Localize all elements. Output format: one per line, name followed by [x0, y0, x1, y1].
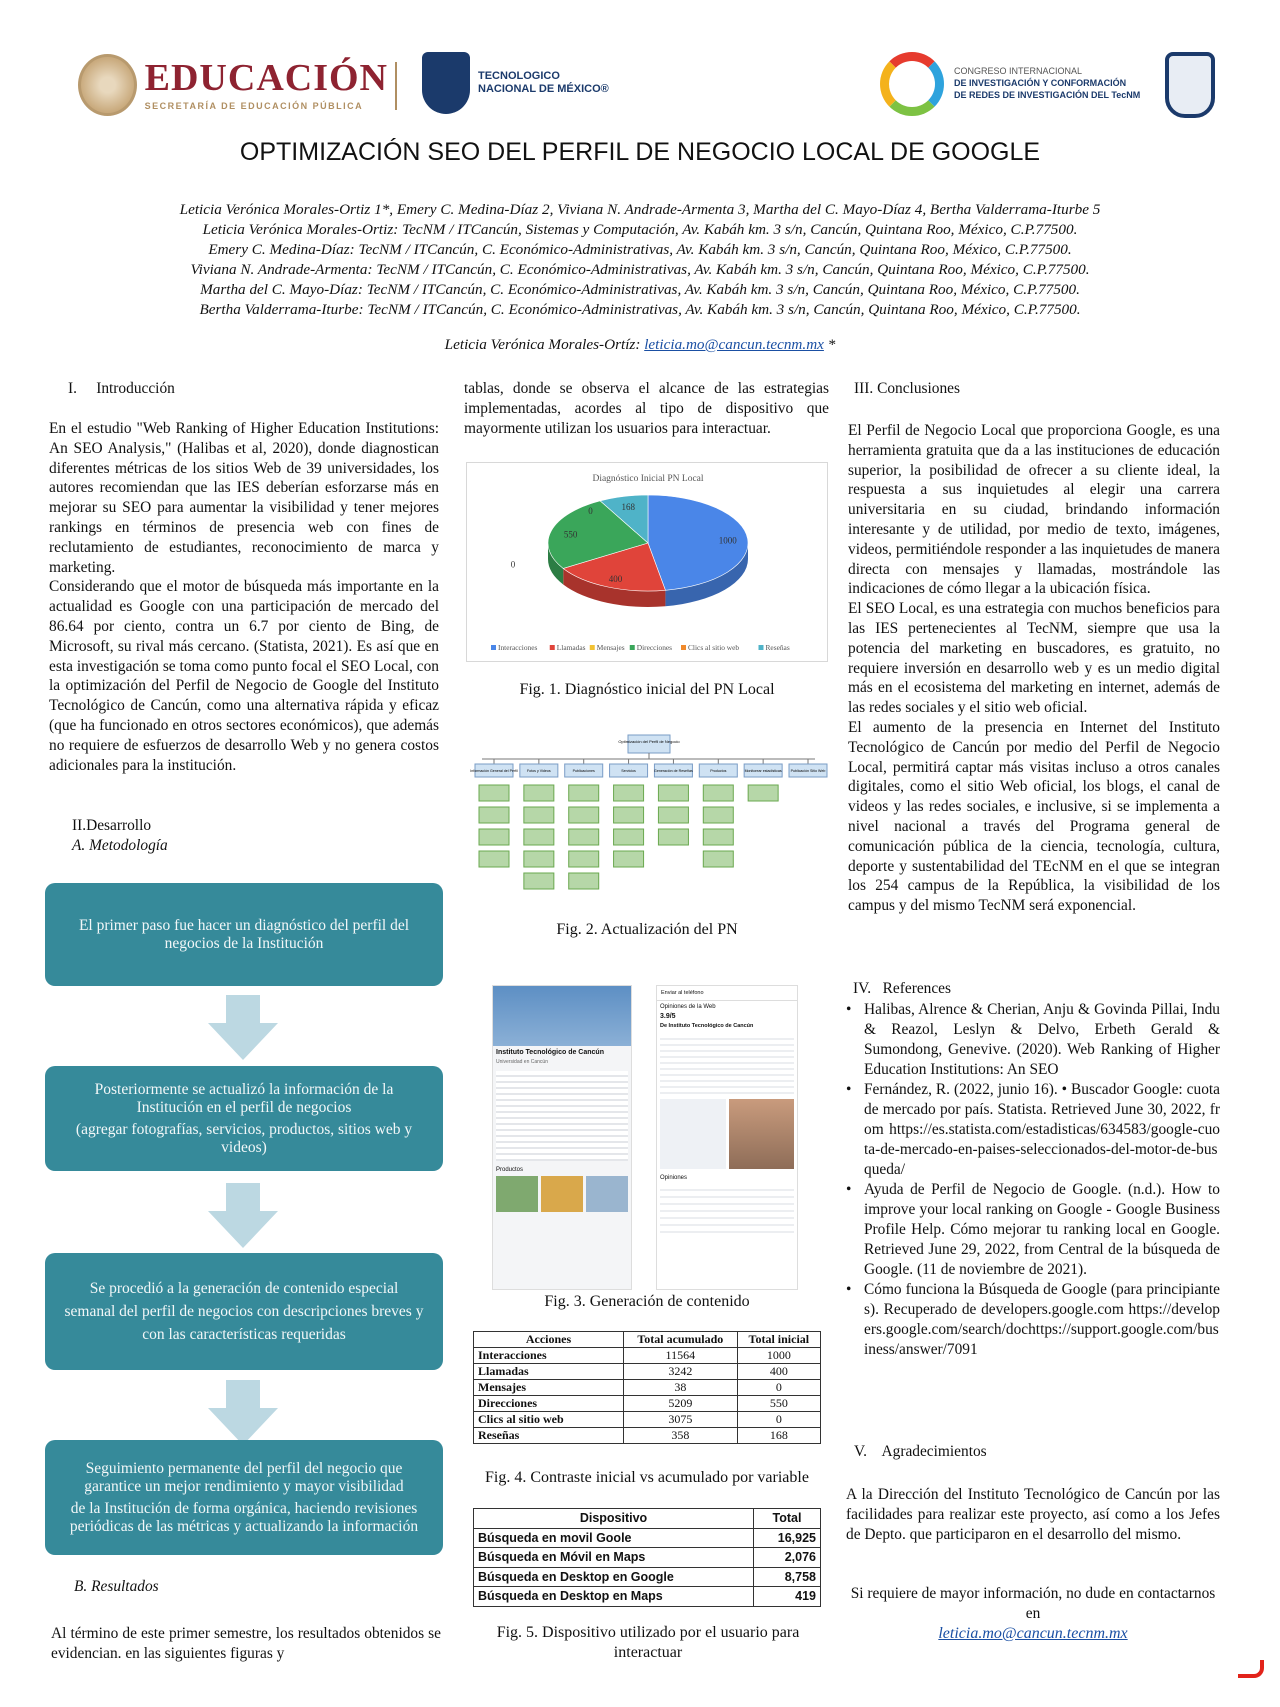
chart-title: Diagnóstico Inicial PN Local — [592, 474, 704, 484]
org-leaf-node — [614, 807, 644, 823]
initial-cell: 0 — [737, 1380, 820, 1396]
actions-table-row — [474, 1412, 821, 1428]
method-step-3 — [45, 1253, 443, 1370]
affiliation-5: Bertha Valderrama-Iturbe: TecNM / ITCancún, C. Económico-Administrativas, Av. Kabáh km. 3 s/n, Cancún, Quintana Roo, México, C.P.77500. — [199, 301, 1081, 318]
intro-paragraph-2: Considerando que el motor de búsqueda más importante en la actualidad es Google con una participación de mercado del 86.64 por ciento, contra un 6.7 por ciento de Bing, de Microsoft, su rival más cercano. (Statista, 2021). Es así que en esta investigación se toma como punto focal el SEO Local, con la optimización del Perfil de Negocio de Google del Instituto Tecnológico de Cancún, como una alternativa rápida y eficaz (que ha funcionado en otros sectores económicos), que además no requiere de esfuerzos de desarrollo Web y no genera costos adicionales para la institución. — [49, 578, 439, 774]
org-branch-label: Monitorear estadísticas — [744, 769, 782, 773]
org-branch-label: Servicios — [621, 769, 636, 773]
tecnm-emblem-icon — [422, 52, 470, 114]
author-block — [100, 200, 1180, 320]
profile-subtitle: Universidad en Cancún — [496, 1059, 548, 1065]
conclusiones-paragraph-2: El SEO Local, es una estrategia con muchos beneficios para las IES pertenecientes al TecNM, siempre que usa la potencia del marketing en buscadores, es gratuito, no requiere inversión en desarrollo web y es un medio digital más en el ecosistema del marketing en internet, además de las redes sociales y el sitio web oficial. — [848, 600, 1220, 717]
pie-data-label: 0 — [588, 505, 593, 516]
pie-data-label: 400 — [608, 574, 623, 585]
product-thumbnail — [496, 1176, 538, 1212]
org-leaf-node — [524, 829, 554, 845]
poster-title: OPTIMIZACIÓN SEO DEL PERFIL DE NEGOCIO LOCAL DE GOOGLE — [239, 138, 1041, 166]
legend-swatch — [759, 645, 764, 650]
figure-3-caption: Fig. 3. Generación de contenido — [544, 1293, 750, 1310]
actions-table — [473, 1331, 821, 1444]
congreso-line-2: DE INVESTIGACIÓN Y CONFORMACIÓN — [954, 78, 1127, 89]
org-chart-figure — [470, 733, 832, 918]
org-leaf-node — [479, 851, 509, 867]
contact-block — [846, 1584, 1220, 1644]
down-arrow-icon — [208, 1183, 278, 1248]
org-root-label: Optimización del Perfil de Negocio — [618, 739, 680, 744]
opinions-label: Opiniones — [660, 1175, 688, 1181]
action-name-cell: Mensajes — [474, 1380, 624, 1396]
org-branch-label: Información General del Perfil — [470, 769, 518, 773]
device-header: Dispositivo — [474, 1509, 754, 1529]
products-label: Productos — [496, 1167, 524, 1173]
action-name-cell: Reseñas — [474, 1428, 624, 1444]
congreso-line-1: CONGRESO INTERNACIONAL — [954, 66, 1083, 77]
org-leaf-node — [748, 785, 778, 801]
reviews-screenshot — [656, 985, 798, 1290]
corresponding-author — [100, 336, 1180, 354]
resultados-text: Al término de este primer semestre, los resultados obtenidos se evidencian. en las siguientes figuras y — [51, 1625, 441, 1662]
figure-1-caption: Fig. 1. Diagnóstico inicial del PN Local — [519, 681, 775, 698]
actions-table-row — [474, 1380, 821, 1396]
method-step-4-note: de la Institución de forma orgánica, haciendo revisiones periódicas de las métricas y actualizando la información — [69, 1499, 419, 1535]
conclusiones-text — [848, 421, 1220, 916]
legend-swatch — [491, 645, 496, 650]
corresponding-mark: * — [823, 336, 836, 353]
tecnm-logo — [422, 52, 609, 114]
org-leaf-node — [569, 829, 599, 845]
down-arrow-icon — [208, 1380, 278, 1445]
educacion-wordmark: EDUCACIÓN — [144, 57, 388, 99]
actions-table-row — [474, 1348, 821, 1364]
corresponding-name: Leticia Verónica Morales-Ortíz: — [444, 336, 645, 353]
agradecimientos-text: A la Dirección del Instituto Tecnológico de Cancún por las facilidades para realizar este proyecto, así como a los Jefes de Depto. que participaron en el desarrollo del mismo. — [846, 1486, 1220, 1543]
accumulated-cell: 38 — [624, 1380, 738, 1396]
pie-data-label: 1000 — [718, 535, 737, 546]
congreso-line-3: DE REDES DE INVESTIGACIÓN DEL TecNM — [954, 89, 1141, 100]
method-step-4 — [45, 1440, 443, 1555]
org-leaf-node — [703, 851, 733, 867]
opinions-list — [660, 1184, 794, 1234]
legend-swatch — [681, 645, 686, 650]
initial-header: Total inicial — [737, 1332, 820, 1348]
pie-data-label: 550 — [563, 529, 578, 540]
org-branch-label: Productos — [710, 769, 727, 773]
org-leaf-node — [569, 851, 599, 867]
sep-subtitle: SECRETARÍA DE EDUCACIÓN PÚBLICA — [144, 101, 364, 111]
intro-heading: I. Introducción — [68, 380, 175, 397]
device-total-cell: 419 — [754, 1587, 821, 1607]
pie-chart-figure — [466, 462, 828, 662]
contact-text: Si requiere de mayor información, no dude en contactarnos en — [850, 1585, 1216, 1622]
org-leaf-node — [703, 785, 733, 801]
initial-cell: 550 — [737, 1396, 820, 1412]
org-leaf-node — [524, 873, 554, 889]
legend-label: Direcciones — [636, 643, 673, 652]
device-name-cell: Búsqueda en Desktop en Google — [474, 1567, 754, 1587]
method-step-1 — [45, 883, 443, 986]
legend-swatch — [550, 645, 555, 650]
initial-cell: 168 — [737, 1428, 820, 1444]
org-leaf-node — [569, 873, 599, 889]
conclusiones-paragraph-1: El Perfil de Negocio Local que proporciona Google, es una herramienta gratuita que da a las instituciones de educación superior, la posibilidad de ofrecer a su cliente ideal, la respuesta a sus inquietudes al elegir una carrera universitaria en su ciudad, brindando información interesante y de utilidad, por medio de texto, imágenes, videos, permitiéndole responder a las inquietudes de manera directa con mensajes y llamadas, mostrándole las indicaciones de cómo llegar a la ubicación física. — [848, 422, 1220, 598]
desarrollo-heading: II.Desarrollo — [72, 817, 152, 834]
figure-4-caption: Fig. 4. Contraste inicial vs acumulado por variable — [485, 1469, 809, 1486]
legend-label: Clics al sitio web — [688, 643, 740, 652]
pie-data-label: 0 — [510, 559, 516, 570]
org-leaf-node — [524, 851, 554, 867]
tecnm-line-1: TECNOLOGICO — [478, 69, 560, 82]
resultados-heading: B. Resultados — [74, 1578, 159, 1595]
accumulated-cell: 3242 — [624, 1364, 738, 1380]
org-branch-label: Publicaciones — [572, 769, 595, 773]
figure-2-caption: Fig. 2. Actualización del PN — [556, 921, 738, 938]
accumulated-header: Total acumulado — [624, 1332, 738, 1348]
congreso-ring-icon — [880, 52, 944, 116]
action-name-cell: Direcciones — [474, 1396, 624, 1412]
device-table-row — [474, 1528, 821, 1548]
device-total-cell: 8,758 — [754, 1567, 821, 1587]
legend-label: Reseñas — [765, 643, 790, 652]
action-name-cell: Clics al sitio web — [474, 1412, 624, 1428]
legend-label: Llamadas — [556, 643, 586, 652]
affiliation-3: Viviana N. Andrade-Armenta: TecNM / ITCancún, C. Económico-Administrativas, Av. Kabáh km. 3 s/n, Cancún, Quintana Roo, México, C.P.77500. — [190, 261, 1090, 278]
mexico-seal-icon — [78, 54, 137, 116]
agradecimientos-heading: V. Agradecimientos — [854, 1443, 987, 1460]
business-profile-screenshot — [492, 985, 632, 1290]
device-total-cell: 2,076 — [754, 1548, 821, 1568]
tecnm-line-2: NACIONAL DE MÉXICO® — [478, 83, 609, 95]
action-name-cell: Interacciones — [474, 1348, 624, 1364]
pie-chart — [467, 463, 829, 663]
method-step-2-note: (agregar fotografías, servicios, productos, sitios web y videos) — [75, 1120, 413, 1156]
post-card — [660, 1099, 726, 1169]
conclusiones-heading: III. Conclusiones — [854, 380, 961, 397]
web-opinions-title: Opiniones de la Web — [660, 1004, 716, 1010]
corresponding-email-link[interactable]: leticia.mo@cancun.tecnm.mx — [644, 336, 824, 353]
accumulated-cell: 358 — [624, 1428, 738, 1444]
figure-5-caption: Fig. 5. Dispositivo utilizado por el usuario para interactuar — [496, 1624, 800, 1661]
org-leaf-node — [614, 785, 644, 801]
method-step-2-text: Posteriormente se actualizó la información de la Institución en el perfil de negocios — [94, 1080, 394, 1116]
reference-item: • Cómo funciona la Búsqueda de Google (para principiantes). Recuperado de developers.google.com https://developers.google.com/search/dochttps://support.google.com/business/answer/7091 — [846, 1280, 1220, 1360]
review-source: De Instituto Tecnológico de Cancún — [660, 1023, 754, 1029]
product-thumbnail — [541, 1176, 583, 1212]
actions-table-row — [474, 1428, 821, 1444]
resultados-continued: tablas, donde se observa el alcance de las estrategias implementadas, acordes al tipo de dispositivo que mayormente utilizan los usuarios para interactuar. — [464, 380, 829, 437]
web-rating: 3.9/5 — [660, 1013, 676, 1020]
references-list — [846, 1000, 1220, 1360]
device-table-row — [474, 1548, 821, 1568]
legend-swatch — [590, 645, 595, 650]
accumulated-cell: 3075 — [624, 1412, 738, 1428]
itc-shield-icon — [1165, 52, 1215, 118]
actions-header: Acciones — [474, 1332, 624, 1348]
org-leaf-node — [658, 829, 688, 845]
initial-cell: 0 — [737, 1412, 820, 1428]
metodologia-heading: A. Metodología — [72, 837, 168, 854]
campus-photo — [493, 986, 631, 1046]
org-leaf-node — [524, 785, 554, 801]
conclusiones-paragraph-3: El aumento de la presencia en Internet del Instituto Tecnológico de Cancún por medio del Perfil de Negocio Local, permitirá captar más visitas incluso a otros canales digitales, como el sitio Web oficial, los blogs, el canal de videos y las redes sociales, e inclusive, si se implementa a nivel nacional a través del Programa general de comunicación pública de la ciencia, tecnología, cultura, deporte y sustentabilidad del TEcNM en el que se integran los 254 campus de la República, la visibilidad de los campus y del mismo TecNM será exponencial. — [848, 718, 1220, 915]
profile-title: Instituto Tecnológico de Cancún — [496, 1049, 604, 1056]
educacion-logo — [78, 55, 388, 115]
method-step-4-text: Seguimiento permanente del perfil del negocio que garantice un mejor rendimiento y mayor visibilidad — [84, 1459, 404, 1495]
review-text — [660, 1034, 794, 1094]
congreso-logo — [880, 52, 1140, 116]
method-step-2 — [45, 1066, 443, 1171]
affiliation-1: Leticia Verónica Morales-Ortiz: TecNM / ITCancún, Sistemas y Computación, Av. Kabáh km. 3 s/n, Cancún, Quintana Roo, México, C.P.77500. — [202, 221, 1078, 238]
product-thumbnail — [586, 1176, 628, 1212]
org-root-node — [628, 735, 670, 753]
org-leaf-node — [524, 807, 554, 823]
legend-label: Mensajes — [596, 643, 625, 652]
org-leaf-node — [703, 829, 733, 845]
org-leaf-node — [569, 807, 599, 823]
author-list: Leticia Verónica Morales-Ortiz 1*, Emery C. Medina-Díaz 2, Viviana N. Andrade-Armenta 3, Martha del C. Mayo-Díaz 4, Bertha Valderrama-Iturbe 5 — [179, 201, 1101, 218]
org-leaf-node — [614, 851, 644, 867]
accumulated-cell: 11564 — [624, 1348, 738, 1364]
affiliation-4: Martha del C. Mayo-Díaz: TecNM / ITCancún, C. Económico-Administrativas, Av. Kabáh km. 3 s/n, Cancún, Quintana Roo, México, C.P.77500. — [200, 281, 1080, 298]
org-branch-label: Fotos y Videos — [526, 769, 551, 773]
actions-table-row — [474, 1396, 821, 1412]
device-total-cell: 16,925 — [754, 1528, 821, 1548]
total-header: Total — [754, 1509, 821, 1529]
org-leaf-node — [479, 807, 509, 823]
org-leaf-node — [658, 785, 688, 801]
profile-details — [496, 1071, 628, 1161]
device-table-row — [474, 1567, 821, 1587]
intro-text — [49, 419, 439, 775]
actions-table-row — [474, 1364, 821, 1380]
reference-item: • Fernández, R. (2022, junio 16). • Buscador Google: cuota de mercado por país. Statista. Retrieved June 30, 2022, from https://es.statista.com/estadisticas/634583/google-cuota-de-mercado-en-paises-seleccionados-del-motor-de-busqueda/ — [846, 1080, 1220, 1180]
org-branch-label: Publicación Sitio Web — [790, 769, 826, 773]
device-name-cell: Búsqueda en Móvil en Maps — [474, 1548, 754, 1568]
org-leaf-node — [569, 785, 599, 801]
org-leaf-node — [614, 829, 644, 845]
logo-divider — [395, 62, 397, 110]
reference-item: • Ayuda de Perfil de Negocio de Google. (n.d.). How to improve your local ranking on Google - Google Business Profile Help. Cómo mejorar tu ranking local en Google. Retrieved June 29, 2022, from Central de la búsqueda de Google. (11 de noviembre de 2021). — [846, 1180, 1220, 1280]
send-to-phone-label: Enviar al teléfono — [657, 986, 797, 1001]
references-heading: IV. References — [853, 980, 952, 997]
contact-email-link[interactable]: leticia.mo@cancun.tecnm.mx — [938, 1625, 1128, 1642]
org-leaf-node — [479, 829, 509, 845]
org-leaf-node — [658, 807, 688, 823]
accumulated-cell: 5209 — [624, 1396, 738, 1412]
corner-mark-icon — [1238, 1660, 1264, 1678]
post-photo — [729, 1099, 795, 1169]
org-branch-label: Generación de Reseñas — [654, 769, 693, 773]
org-leaf-node — [703, 807, 733, 823]
action-name-cell: Llamadas — [474, 1364, 624, 1380]
legend-swatch — [630, 645, 635, 650]
legend-label: Interacciones — [498, 643, 538, 652]
device-name-cell: Búsqueda en movil Goole — [474, 1528, 754, 1548]
intro-paragraph-1: En el estudio "Web Ranking of Higher Education Institutions: An SEO Analysis," (Halibas et al, 2020), donde diagnostican diferentes métricas de los sitios Web de 39 universidades, los autores recomiendan que las IES deberían esforzarse más en mejorar su SEO para aumentar la visibilidad y tener mejores rankings en términos de presencia web con fines de reclutamiento de estudiantes, reconocimiento de marca y marketing. — [49, 420, 439, 576]
pie-data-label: 168 — [621, 501, 636, 512]
method-step-3-text: Se procedió a la generación de contenido especial semanal del perfil de negocios con descripciones breves y con las características requeridas — [64, 1280, 424, 1343]
device-name-cell: Búsqueda en Desktop en Maps — [474, 1587, 754, 1607]
method-step-1-text: El primer paso fue hacer un diagnóstico del perfil del negocios de la Institución — [78, 916, 410, 952]
affiliation-2: Emery C. Medina-Díaz: TecNM / ITCancún, C. Económico-Administrativas, Av. Kabáh km. 3 s/n, Cancún, Quintana Roo, México, C.P.77500. — [208, 241, 1072, 258]
initial-cell: 1000 — [737, 1348, 820, 1364]
org-leaf-node — [479, 785, 509, 801]
down-arrow-icon — [208, 995, 278, 1060]
reference-item: • Halibas, Alrence & Cherian, Anju & Govinda Pillai, Indu & Reazol, Leslyn & Delvo, Erbeth Gerald & Sumondong, Genevive. (2020). Web Ranking of Higher Education Institutions: An SEO — [846, 1000, 1220, 1080]
device-table-row — [474, 1587, 821, 1607]
initial-cell: 400 — [737, 1364, 820, 1380]
device-table — [473, 1508, 821, 1607]
